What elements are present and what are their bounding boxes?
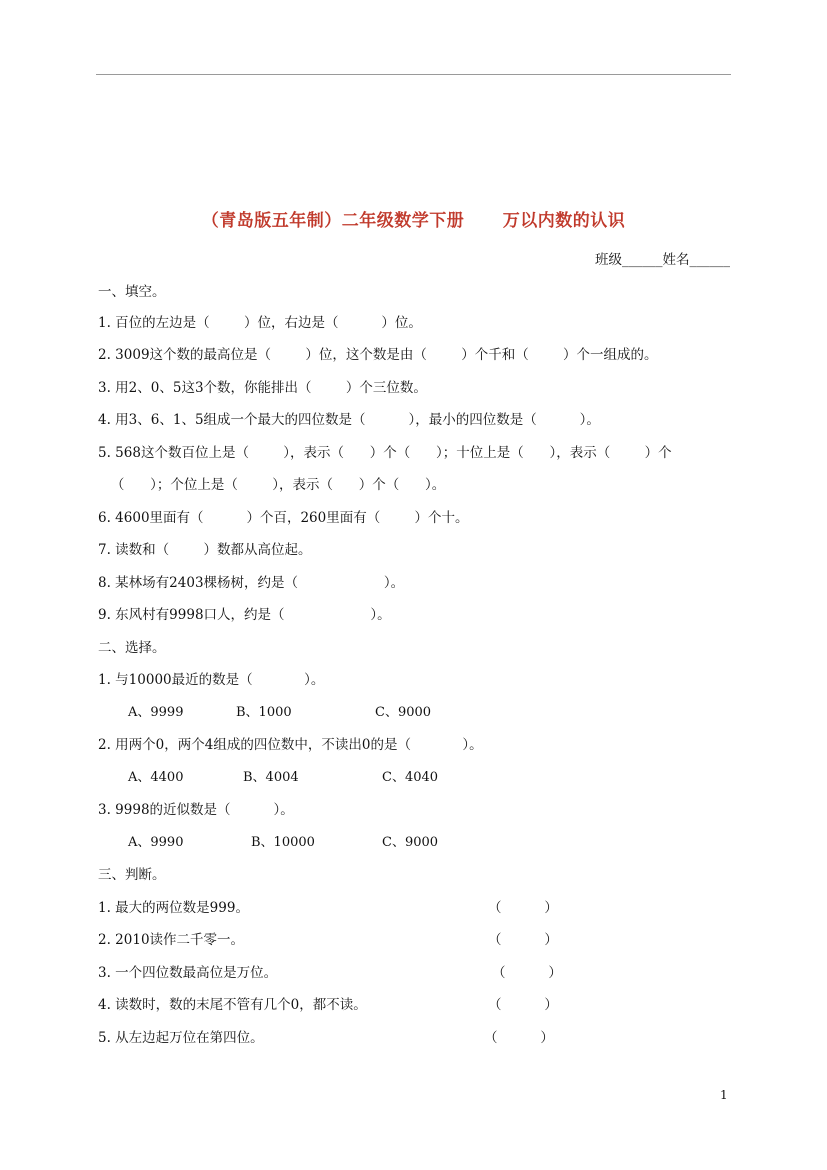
section3-heading: 三、判断。 [98, 867, 166, 883]
section2-heading: 二、选择。 [98, 640, 166, 656]
choice-question-3: 3. 9998的近似数是（ ）。 [98, 802, 294, 818]
judge-answer-paren-4: （ ） [488, 997, 558, 1013]
judge-item-2: 2. 2010读作二千零一。 [98, 932, 245, 948]
choice-3-option-c: C、9000 [382, 835, 439, 850]
choice-question-1: 1. 与10000最近的数是（ ）。 [98, 672, 325, 688]
fill-item-5: 5. 568这个数百位上是（ ），表示（ ）个（ ）；十位上是（ ），表示（ ）个 [98, 445, 672, 461]
judge-answer-paren-2: （ ） [488, 932, 558, 948]
choice-question-2: 2. 用两个0，两个4组成的四位数中，不读出0的是（ ）。 [98, 737, 483, 753]
judge-answer-paren-5: （ ） [484, 1030, 554, 1046]
fill-item-6: 6. 4600里面有（ ）个百，260里面有（ ）个十。 [98, 510, 469, 526]
fill-item-5-cont: （ ）；个位上是（ ），表示（ ）个（ ）。 [98, 477, 446, 493]
choice-2-option-a: A、4400 [128, 770, 184, 785]
page-title: （青岛版五年制）二年级数学下册 万以内数的认识 [201, 211, 626, 231]
choice-2-option-b: B、4004 [243, 770, 299, 785]
fill-item-9: 9. 东风村有9998口人，约是（ ）。 [98, 607, 391, 623]
choice-2-option-c: C、4040 [382, 770, 439, 785]
judge-answer-paren-1: （ ） [488, 900, 558, 916]
judge-answer-paren-3: （ ） [492, 965, 562, 981]
choice-1-option-c: C、9000 [375, 705, 432, 720]
choice-3-option-a: A、9990 [128, 835, 184, 850]
fill-item-3: 3. 用2、0、5这3个数，你能排出（ ）个三位数。 [98, 380, 427, 396]
choice-1-option-a: A、9999 [128, 705, 184, 720]
fill-item-4: 4. 用3、6、1、5组成一个最大的四位数是（ ），最小的四位数是（ ）。 [98, 412, 600, 428]
judge-item-3: 3. 一个四位数最高位是万位。 [98, 965, 278, 981]
choice-1-option-b: B、1000 [236, 705, 292, 720]
fill-item-2: 2. 3009这个数的最高位是（ ）位，这个数是由（ ）个千和（ ）个一组成的。 [98, 347, 658, 363]
choice-3-option-b: B、10000 [251, 835, 315, 850]
judge-item-1: 1. 最大的两位数是999。 [98, 900, 249, 916]
page-number: 1 [720, 1088, 728, 1102]
header-rule [96, 74, 731, 75]
fill-item-8: 8. 某林场有2403棵杨树，约是（ ）。 [98, 575, 405, 591]
fill-item-1: 1. 百位的左边是（ ）位，右边是（ ）位。 [98, 315, 422, 331]
judge-item-5: 5. 从左边起万位在第四位。 [98, 1030, 264, 1046]
class-name-field: 班级______姓名______ [595, 252, 730, 268]
fill-item-7: 7. 读数和（ ）数都从高位起。 [98, 542, 312, 558]
judge-item-4: 4. 读数时，数的末尾不管有几个0，都不读。 [98, 997, 367, 1013]
section1-heading: 一、填空。 [98, 284, 166, 300]
